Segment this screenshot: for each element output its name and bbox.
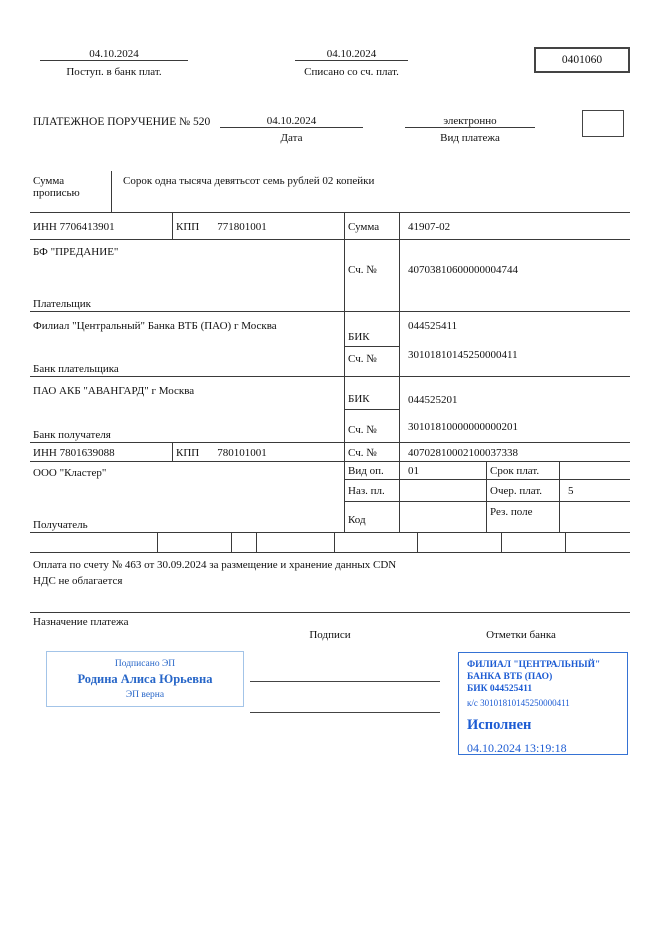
signature-line-2	[250, 712, 440, 713]
purpose-divider	[30, 612, 630, 613]
amount-value: 41907-02	[408, 220, 451, 233]
payee-bank-row	[30, 377, 630, 443]
document-date-label: Дата	[280, 132, 303, 144]
amount-in-words-row	[30, 171, 630, 213]
payer-inn-row	[30, 213, 630, 240]
purpose-caption: Назначение платежа	[33, 616, 129, 628]
signatures-header: Подписи	[309, 629, 351, 641]
payer-inn: ИНН 7706413901	[30, 213, 173, 240]
payer-bank-values	[400, 312, 630, 377]
document-date-value: 04.10.2024	[266, 115, 317, 127]
purpose-code-value	[400, 480, 487, 502]
signature-stamp-line1: Подписано ЭП	[114, 658, 176, 669]
date-debited-field	[295, 48, 408, 61]
payer-bank-account-label: Сч. №	[345, 347, 400, 377]
document-title: ПЛАТЕЖНОЕ ПОРУЧЕНИЕ № 520	[33, 116, 211, 128]
priority-value: 5	[560, 480, 630, 502]
bank-stamp-status: Исполнен	[467, 716, 532, 733]
op-kind-label: Вид оп.	[345, 462, 400, 480]
code-value	[400, 502, 487, 533]
budget-field-cell	[232, 533, 257, 553]
amount-in-words-label: Сумма прописью	[30, 171, 112, 213]
payer-bank-bik-label: БИК	[345, 312, 400, 347]
payee-bank-bik-label: БИК	[345, 377, 400, 410]
signature-stamp	[46, 651, 244, 707]
payee-bank-name: ПАО АКБ "АВАНГАРД" г Москва	[33, 385, 195, 397]
payee-bank-values	[400, 377, 630, 443]
bank-stamp-branch: ФИЛИАЛ "ЦЕНТРАЛЬНЫЙ" БАНКА ВТБ (ПАО)	[467, 660, 601, 682]
payee-inn: ИНН 7801639088	[30, 443, 173, 462]
payer-caption: Плательщик	[33, 298, 91, 310]
reserve-value	[560, 502, 630, 533]
bank-stamp-datetime: 04.10.2024 13:19:18	[467, 741, 567, 755]
amount-label: Сумма	[345, 213, 400, 240]
date-debited-label: Списано со сч. плат.	[304, 66, 399, 78]
op-kind-value: 01	[400, 462, 487, 480]
purpose-code-label: Наз. пл.	[345, 480, 400, 502]
signature-line-1	[250, 681, 440, 682]
document-date-field	[220, 115, 363, 128]
payer-bank-cell	[30, 312, 345, 377]
payer-row	[30, 240, 630, 312]
reserve-label: Рез. поле	[487, 502, 560, 533]
bank-stamp-bik: БИК 044525411	[467, 683, 533, 694]
pay-term-value	[560, 462, 630, 480]
payer-kpp-value: 771801001	[217, 220, 267, 233]
payer-kpp-label: КПП	[176, 220, 200, 233]
date-received-field	[40, 48, 188, 61]
date-received-value: 04.10.2024	[89, 48, 139, 60]
budget-field-cell	[502, 533, 566, 553]
payee-account: 40702810002100037338	[408, 446, 518, 459]
budget-field-cell	[418, 533, 502, 553]
payer-account: 40703810600000004744	[408, 264, 518, 276]
budget-field-cell	[566, 533, 630, 553]
priority-label: Очер. плат.	[487, 480, 560, 502]
payment-kind-field	[405, 115, 535, 128]
payer-account-label: Сч. №	[345, 240, 400, 312]
budget-field-cell	[257, 533, 335, 553]
payee-bank-account-label: Сч. №	[345, 410, 400, 443]
payer-cell	[30, 240, 345, 312]
signature-stamp-name: Родина Алиса Юрьевна	[77, 671, 213, 686]
payer-bank-caption: Банк плательщика	[33, 363, 119, 375]
payee-row	[30, 462, 630, 533]
payee-bank-account: 30101810000000000201	[408, 421, 518, 433]
purpose-line-1: Оплата по счету № 463 от 30.09.2024 за размещение и хранение данных CDN	[33, 559, 397, 571]
payee-caption: Получатель	[33, 519, 88, 531]
bank-stamp-corr-account: к/с 30101810145250000411	[467, 697, 570, 708]
payee-kpp-cell	[173, 443, 345, 462]
payee-kpp-value: 780101001	[217, 446, 267, 459]
purpose-line-2: НДС не облагается	[33, 574, 123, 587]
payee-inn-row	[30, 443, 630, 462]
payee-bank-caption: Банк получателя	[33, 429, 111, 441]
payer-kpp-cell	[173, 213, 345, 240]
payee-cell	[30, 462, 345, 533]
payee-kpp-label: КПП	[176, 446, 200, 459]
payment-kind-label: Вид платежа	[440, 132, 500, 144]
bank-marks-header: Отметки банка	[486, 629, 556, 641]
payment-kind-value: электронно	[443, 115, 497, 127]
payee-account-label: Сч. №	[345, 443, 400, 462]
form-code: 0401060	[561, 54, 603, 66]
payer-bank-name: Филиал "Центральный" Банка ВТБ (ПАО) г Москва	[33, 320, 277, 332]
payment-table	[30, 171, 630, 553]
pay-term-label: Срок плат.	[487, 462, 560, 480]
date-debited-value: 04.10.2024	[326, 48, 377, 60]
code-label: Код	[345, 502, 400, 533]
payee-name: ООО "Кластер"	[33, 467, 107, 479]
payee-bank-bik: 044525201	[408, 394, 458, 406]
payer-bank-row	[30, 312, 630, 377]
purpose-text	[33, 558, 608, 590]
payer-bank-bik: 044525411	[408, 320, 458, 332]
budget-field-cell	[30, 533, 158, 553]
bank-stamp	[458, 652, 628, 755]
payee-bank-cell	[30, 377, 345, 443]
signature-stamp-line3: ЭП верна	[125, 689, 165, 700]
empty-code-box	[582, 110, 624, 137]
budget-field-cell	[335, 533, 418, 553]
amount-in-words-value: Сорок одна тысяча девятьсот семь рублей 02 копейки	[123, 175, 375, 187]
budget-fields-row	[30, 533, 630, 553]
payer-bank-account: 30101810145250000411	[408, 349, 518, 361]
date-received-label: Поступ. в банк плат.	[66, 66, 162, 78]
payer-name: БФ "ПРЕДАНИЕ"	[33, 246, 119, 258]
form-code-box	[534, 47, 630, 73]
budget-field-cell	[158, 533, 232, 553]
